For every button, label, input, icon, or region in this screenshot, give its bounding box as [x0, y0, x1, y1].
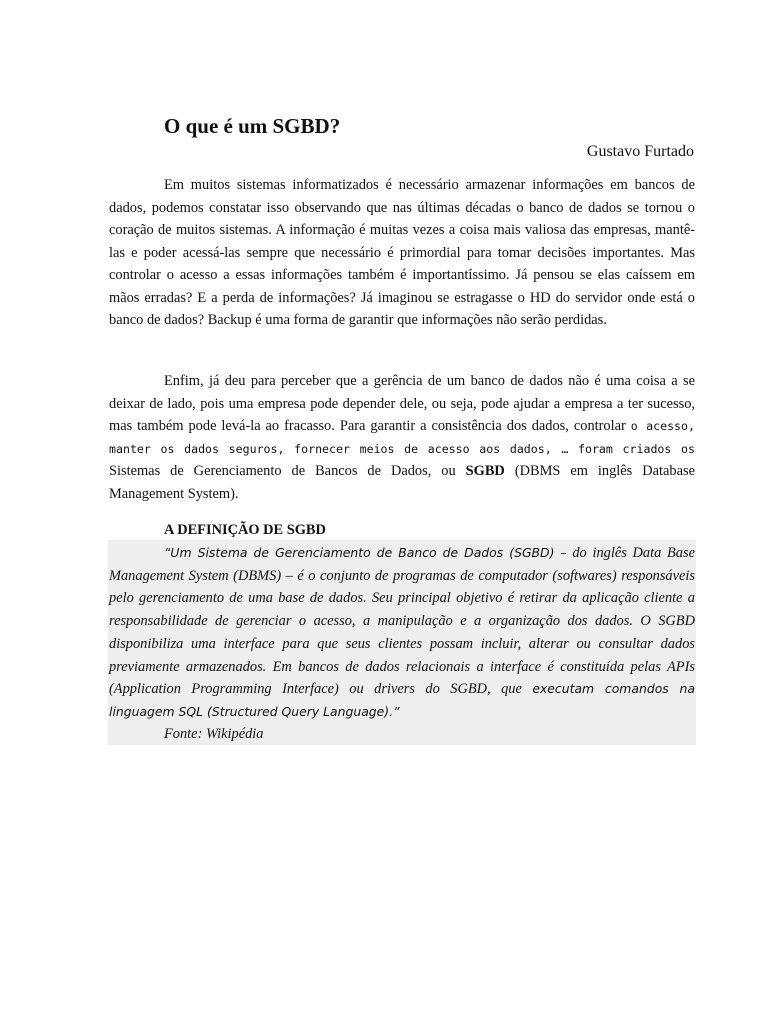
quote-text-start: “Um Sistema de Gerenciamento de Banco de Dados (SGBD) –: [164, 545, 567, 560]
document-title: O que é um SGBD?: [164, 114, 341, 138]
paragraph-management-text-2: Sistemas de Gerenciamento de Bancos de Dados, ou: [109, 463, 456, 479]
section-title-definition: A DEFINIÇÃO DE SGBD: [164, 522, 326, 538]
paragraph-management-text: Enfim, já deu para perceber que a gerência de um banco de dados não é uma coisa a se deixar de lado, pois uma empresa pode depender dele, ou seja, pode ajudar a empresa a ter sucesso, mas também pode levá-la ao fracasso. Para garantir a consistência dos dados, controlar: [109, 373, 695, 434]
definition-quote: [109, 542, 695, 724]
author-name: Gustavo Furtado: [586, 143, 694, 160]
paragraph-intro: Em muitos sistemas informatizados é necessário armazenar informações em bancos de dados, podemos constatar isso observando que nas últimas décadas o banco de dados se tornou o coração de muitos sistemas. A informação é muitas vezes a coisa mais valiosa das empresas, mantê-las e poder acessá-las sempre que necessário é primordial para tomar decisões importantes. Mas controlar o acesso a essas informações também é importantíssimo. Já pensou se elas caíssem em mãos erradas? E a perda de informações? Já imaginou se estragasse o HD do servidor onde está o banco de dados? Backup é uma forma de garantir que informações não serão perdidas.: [109, 177, 695, 328]
paragraph-management: [109, 370, 695, 505]
quote-text-body: do inglês Data Base Management System (DBMS) – é o conjunto de programas de computador (softwares) responsáveis pelo gerenciamento de uma base de dados. Seu principal objetivo é retirar da aplicação cliente a responsabilidade de gerenciar o acesso, a manipulação e a organização dos dados. O SGBD disponibiliza uma interface para que seus clientes possam incluir, alterar ou consultar dados previamente armazenados. Em bancos de dados relacionais a interface é constituída pelas APIs (Application Programming Interface) ou drivers do SGBD, que: [109, 545, 695, 698]
paragraph-management-text-3: (DBMS em inglês Database Management System).: [109, 463, 695, 502]
paragraph-management-mono-text: o acesso, manter os dados seguros, fornecer meios de acesso aos dados, … foram criados os: [109, 419, 695, 456]
quote-text-end: executam comandos na linguagem SQL (Structured Query Language).”: [109, 681, 695, 719]
sgbd-bold-term: SGBD: [465, 463, 505, 479]
quote-source: Fonte: Wikipédia: [164, 726, 264, 742]
